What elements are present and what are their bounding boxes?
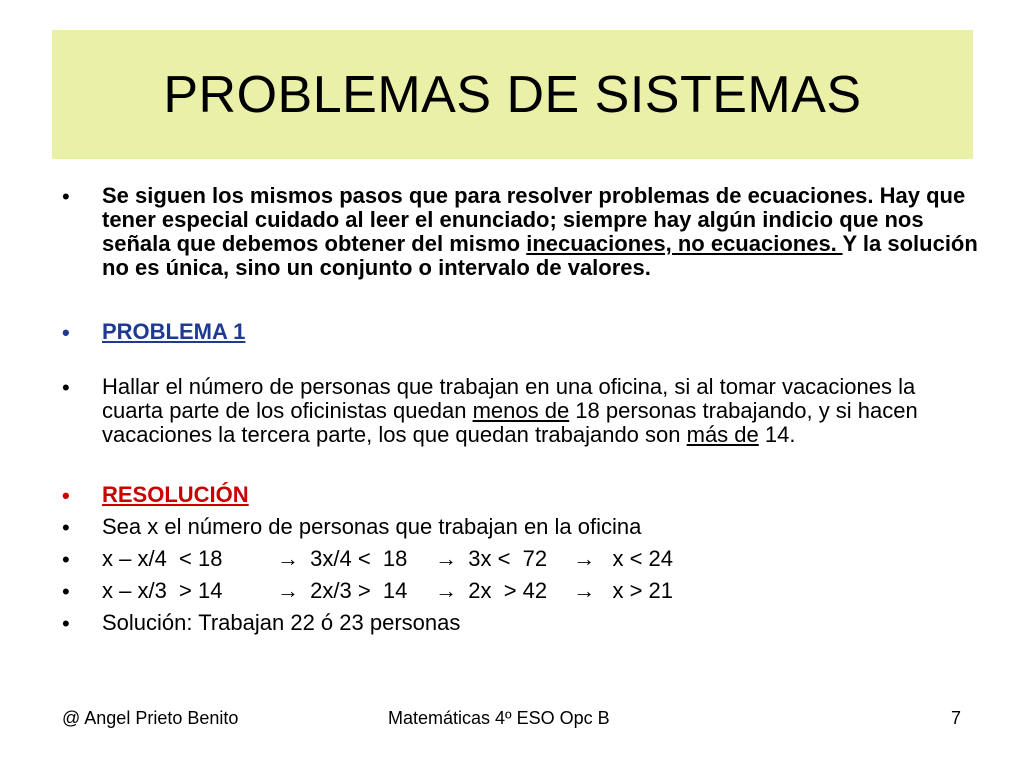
title-band (52, 30, 973, 159)
problem-item (58, 375, 978, 447)
arrow-icon: → (277, 578, 299, 603)
slide-title: PROBLEMAS DE SISTEMAS (163, 65, 862, 124)
equation-1-item (58, 547, 978, 571)
eq1-step-c: 3x < 72 (468, 546, 548, 571)
problem-text-part3: 14. (758, 422, 796, 447)
eq1-step-b: 3x/4 < 18 (310, 546, 408, 571)
equation-2 (102, 579, 978, 603)
intro-text-part2: Y la solución no es única, sino un conjunto o intervalo de valores. (102, 231, 978, 280)
bullet: • (62, 515, 70, 540)
footer-author: @ Angel Prieto Benito (62, 708, 239, 728)
footer-page-number: 7 (951, 708, 962, 728)
arrow-icon: → (435, 578, 458, 603)
problem-underlined-menos: menos de (472, 398, 570, 423)
bullet: • (62, 547, 70, 572)
bullet: • (62, 375, 70, 400)
let-x-item (58, 515, 978, 539)
equation-2-item (58, 579, 978, 603)
resolucion-item (58, 483, 978, 507)
footer-course: Matemáticas 4º ESO Opc B (388, 708, 610, 728)
slide-body (58, 184, 978, 635)
eq1-step-a: x – x/4 < 18 (102, 546, 223, 571)
eq1-step-d: x < 24 (612, 546, 674, 571)
equation-1 (102, 547, 978, 571)
problem-text (102, 375, 978, 447)
arrow-icon: → (435, 546, 458, 571)
solution-item (58, 611, 978, 635)
eq2-step-b: 2x/3 > 14 (310, 578, 408, 603)
bullet: • (62, 579, 70, 604)
intro-text-part1: Se siguen los mismos pasos que para resolver problemas de ecuaciones. Hay que tener especial cuidado al leer el enunciado; siempre hay algún indicio que nos señala que debemos obtener del mismo (102, 183, 966, 256)
arrow-icon: → (573, 546, 596, 571)
arrow-icon: → (277, 546, 299, 571)
eq2-step-c: 2x > 42 (468, 578, 548, 603)
intro-text (102, 184, 978, 280)
problema-item (58, 320, 978, 344)
problem-underlined-mas: más de (686, 422, 759, 447)
problem-text-part1: Hallar el número de personas que trabajan en una oficina, si al tomar vacaciones la cuarta parte de los oficinistas quedan (102, 374, 916, 423)
bullet: • (62, 320, 70, 345)
bullet: • (62, 611, 70, 636)
intro-item (58, 184, 978, 280)
eq2-step-d: x > 21 (612, 578, 674, 603)
resolucion-label: RESOLUCIÓN (102, 482, 249, 507)
solution-text: Solución: Trabajan 22 ó 23 personas (102, 610, 461, 635)
problema-label: PROBLEMA 1 (102, 319, 246, 344)
eq2-step-a: x – x/3 > 14 (102, 578, 223, 603)
let-x-text: Sea x el número de personas que trabajan en la oficina (102, 514, 642, 539)
bullet: • (62, 184, 70, 209)
intro-underlined: inecuaciones, no ecuaciones. (526, 231, 843, 256)
bullet: • (62, 483, 70, 508)
problem-text-part2: 18 personas trabajando, y si hacen vacaciones la tercera parte, los que quedan trabajando son (102, 398, 918, 447)
arrow-icon: → (573, 578, 596, 603)
